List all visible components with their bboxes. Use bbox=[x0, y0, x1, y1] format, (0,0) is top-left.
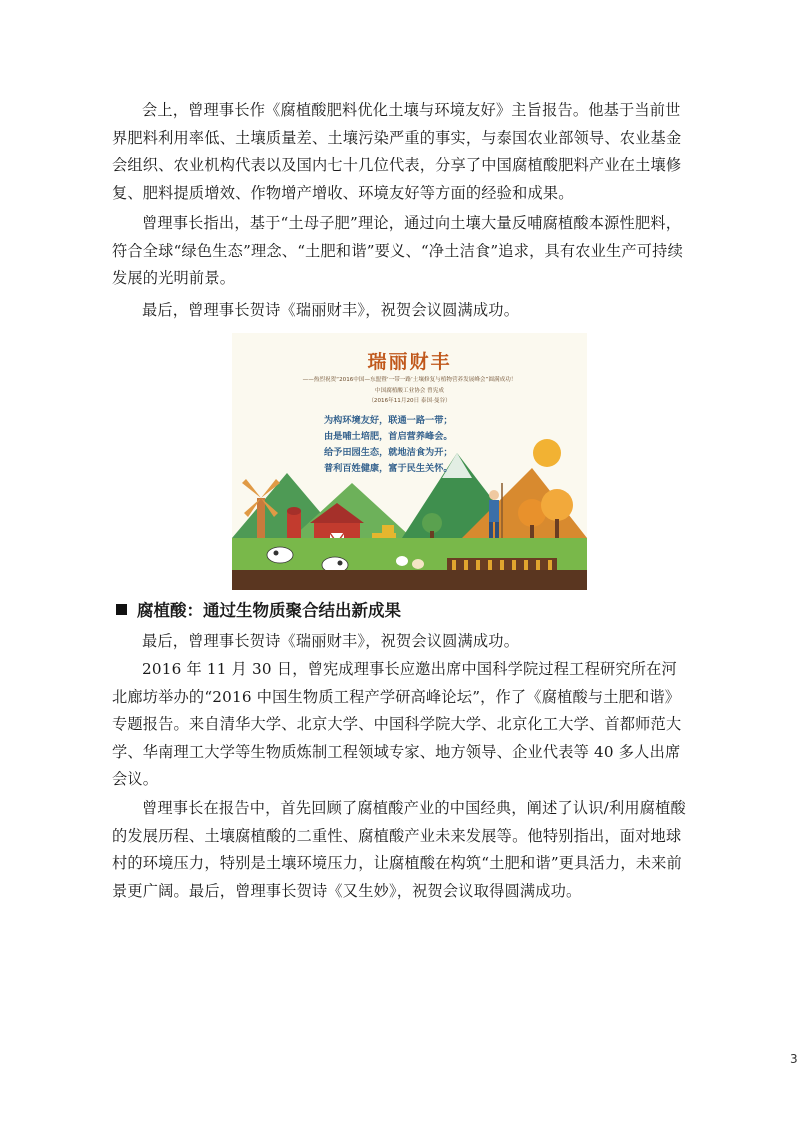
paragraph-poem-greeting-repeat: 最后，曾理事长贺诗《瑞丽财丰》，祝贺会议圆满成功。 bbox=[142, 632, 520, 650]
poster-poem-line: 给予田园生态，就地洁食为开； bbox=[324, 447, 453, 458]
poster-poem-line: 为构环境友好，联通一路一带； bbox=[324, 415, 453, 426]
farmer-head bbox=[489, 490, 499, 500]
section-heading-text: 腐植酸：通过生物质聚合结出新成果 bbox=[137, 601, 401, 620]
paragraph-forum: 2016 年 11 月 30 日，曾宪成理事长应邀出席中国科学院过程工程研究所在河北廊坊举办的“2016 中国生物质工程产学研高峰论坛”，作了《腐植酸与土肥和谐》专题报告。来自清华大学、北京大学、中国科学院大学、北京化工大学、首都师范大学、华南理工大学等生物质炼制工程领域专家、地方领导、企业代表等 40 多人出席会议。 bbox=[112, 660, 682, 788]
poster-poem-line: 由是哺土培肥，首启营养峰会。 bbox=[324, 431, 453, 442]
paragraph-soil-theory: 曾理事长指出，基于“土母子肥”理论，通过向土壤大量反哺腐植酸本源性肥料，符合全球“绿色生态”理念、“土肥和谐”要义、“净土洁食”追求，具有农业生产可持续发展的光明前景。 bbox=[112, 214, 683, 287]
poster-title: 瑞丽财丰 bbox=[367, 351, 452, 373]
poster-image bbox=[232, 333, 587, 590]
farmer-body bbox=[489, 500, 499, 522]
cow-1 bbox=[267, 547, 293, 563]
silo bbox=[287, 511, 301, 541]
paragraph-report-content: 曾理事长在报告中，首先回顾了腐植酸产业的中国经典，阐述了认识/利用腐植酸的发展历程、土壤腐植酸的二重性、腐植酸产业未来发展等。他特别指出，面对地球村的环境压力，特别是土壤环境压力，让腐植酸在构筑“土肥和谐”更具活力，未来前景更广阔。最后，曾理事长贺诗《又生妙》，祝贺会议取得圆满成功。 bbox=[112, 799, 686, 900]
tree-green-1 bbox=[422, 513, 442, 533]
soil-band bbox=[232, 570, 587, 590]
tree-orange-2 bbox=[541, 489, 573, 521]
windmill-tower bbox=[257, 498, 265, 538]
windmill-blade-1 bbox=[242, 479, 261, 498]
square-bullet-icon bbox=[116, 604, 127, 615]
poster-poem-line: 普利百姓健康，富于民生关怀。 bbox=[324, 463, 453, 474]
poster-subtitle: ——热烈祝贺“2016中国—东盟暨‘一带一路’土壤修复与植物营养发展峰会”圆满成功！ bbox=[302, 377, 517, 383]
poster-author: 中国腐植酸工业协会 曾宪成 bbox=[375, 388, 444, 394]
chicken bbox=[396, 556, 408, 566]
paragraph-poem-greeting: 最后，曾理事长贺诗《瑞丽财丰》，祝贺会议圆满成功。 bbox=[142, 301, 520, 319]
page-number: 3 bbox=[790, 1052, 798, 1066]
paragraph-report-intro: 会上，曾理事长作《腐植酸肥料优化土壤与环境友好》主旨报告。他基于当前世界肥料利用率低、土壤质量差、土壤污染严重的事实，与泰国农业部领导、农业基金会组织、农业机构代表以及国内七十几位代表，分享了中国腐植酸肥料产业在土壤修复、肥料提质增效、作物增产增收、环境友好等方面的经验和成果。 bbox=[112, 101, 682, 202]
silo-top bbox=[287, 507, 301, 515]
tractor-cab bbox=[382, 525, 394, 534]
sun bbox=[533, 439, 561, 467]
poster-date: （2016年11月20日 泰国·曼谷） bbox=[368, 398, 451, 404]
section-heading bbox=[116, 597, 676, 625]
